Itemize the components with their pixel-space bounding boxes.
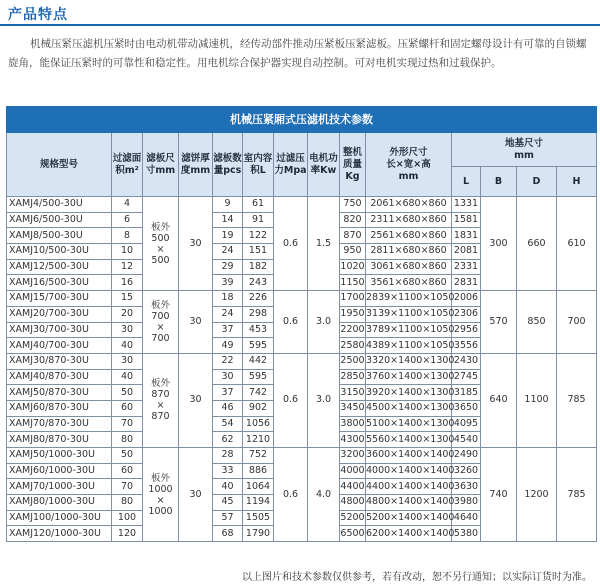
header-plate-count-text: 滤板数量pcs	[213, 152, 242, 176]
cell-area: 120	[112, 526, 143, 542]
cell-dimensions: 2311×680×860	[366, 212, 452, 228]
footnote: 以上图片和技术参数仅供参考，若有改动，恕不另行通知；以实际订货时为准。	[242, 572, 592, 583]
header-weight	[340, 133, 366, 197]
cell-area: 50	[112, 385, 143, 401]
header-filter-pressure	[274, 133, 308, 197]
cell-filter-pressure: 0.6	[274, 291, 308, 354]
cell-area: 30	[112, 353, 143, 369]
header-cake-thickness-text: 滤饼厚度mm	[180, 152, 211, 176]
header-bar	[0, 0, 600, 26]
cell-chamber-volume: 151	[243, 244, 274, 260]
cell-area: 100	[112, 510, 143, 526]
cell-weight: 950	[340, 244, 366, 260]
header-plate-count	[213, 133, 243, 197]
header-model: 规格型号	[7, 133, 112, 197]
cell-weight: 3150	[340, 385, 366, 401]
header-filter-pressure-text: 过滤压力Mpa	[274, 152, 307, 176]
header-dimensions-title: 外形尺寸	[389, 146, 428, 158]
cell-plate-count: 45	[213, 495, 243, 511]
cell-chamber-volume: 1790	[243, 526, 274, 542]
cell-motor-power: 4.0	[308, 448, 340, 542]
cell-dimensions: 3789×1100×1050	[366, 322, 452, 338]
cell-chamber-volume: 595	[243, 338, 274, 354]
cell-chamber-volume: 182	[243, 259, 274, 275]
cell-area: 20	[112, 306, 143, 322]
cell-chamber-volume: 298	[243, 306, 274, 322]
cell-model: XAMJ120/1000-30U	[7, 526, 112, 542]
header-motor-power-text: 电机功率Kw	[309, 152, 338, 176]
cell-weight: 2500	[340, 353, 366, 369]
cell-motor-power: 1.5	[308, 197, 340, 291]
cell-foundation-L: 2430	[452, 353, 481, 369]
spec-table	[6, 106, 597, 542]
cell-chamber-volume: 61	[243, 197, 274, 213]
cell-dimensions: 4389×1100×1050	[366, 338, 452, 354]
cell-chamber-volume: 902	[243, 400, 274, 416]
cell-weight: 4800	[340, 495, 366, 511]
cell-foundation-L: 3650	[452, 400, 481, 416]
cell-dimensions: 5560×1400×1300	[366, 432, 452, 448]
cell-chamber-volume: 752	[243, 448, 274, 464]
cell-plate-count: 37	[213, 385, 243, 401]
cell-foundation-L: 4095	[452, 416, 481, 432]
cell-plate-count: 14	[213, 212, 243, 228]
cell-model: XAMJ30/870-30U	[7, 353, 112, 369]
cell-weight: 3800	[340, 416, 366, 432]
plate-size-line: 500	[151, 254, 170, 266]
cell-area: 70	[112, 416, 143, 432]
cell-area: 40	[112, 369, 143, 385]
cell-foundation-D: 1200	[517, 448, 557, 542]
cell-plate-count: 22	[213, 353, 243, 369]
cell-area: 50	[112, 448, 143, 464]
plate-size-line: 1000	[148, 483, 173, 495]
cell-model: XAMJ100/1000-30U	[7, 510, 112, 526]
cell-plate-count: 54	[213, 416, 243, 432]
cell-filter-pressure: 0.6	[274, 448, 308, 542]
cell-area: 60	[112, 463, 143, 479]
plate-size-line: 870	[151, 411, 170, 423]
cell-foundation-L: 5380	[452, 526, 481, 542]
cell-dimensions: 6200×1400×1400	[366, 526, 452, 542]
cell-chamber-volume: 742	[243, 385, 274, 401]
cell-foundation-L: 1581	[452, 212, 481, 228]
plate-size-line: 板外	[150, 472, 170, 484]
cell-model: XAMJ70/870-30U	[7, 416, 112, 432]
header-foundation-H: H	[557, 167, 597, 197]
cell-model: XAMJ40/870-30U	[7, 369, 112, 385]
cell-model: XAMJ12/500-30U	[7, 259, 112, 275]
header-foundation-L: L	[452, 167, 481, 197]
cell-chamber-volume: 1064	[243, 479, 274, 495]
cell-weight: 1150	[340, 275, 366, 291]
cell-model: XAMJ10/500-30U	[7, 244, 112, 260]
cell-dimensions: 4800×1400×1400	[366, 495, 452, 511]
header-foundation-unit: mm	[514, 149, 534, 161]
header-chamber-volume	[243, 133, 274, 197]
cell-model: XAMJ50/870-30U	[7, 385, 112, 401]
cell-model: XAMJ70/1000-30U	[7, 479, 112, 495]
header-dimensions	[366, 133, 452, 197]
table-caption: 机械压紧厢式压滤机技术参数	[7, 107, 597, 133]
header-foundation-title: 地基尺寸	[505, 137, 544, 149]
cell-chamber-volume: 122	[243, 228, 274, 244]
section-title: 产品特点	[8, 7, 68, 23]
cell-foundation-H: 700	[557, 291, 597, 354]
cell-chamber-volume: 91	[243, 212, 274, 228]
plate-size-line: 500	[151, 232, 170, 244]
header-dimensions-unit: mm	[398, 170, 419, 182]
cell-dimensions: 4000×1400×1400	[366, 463, 452, 479]
header-cake-thickness	[179, 133, 213, 197]
cell-foundation-B: 740	[481, 448, 517, 542]
cell-dimensions: 3600×1400×1400	[366, 448, 452, 464]
cell-foundation-L: 3260	[452, 463, 481, 479]
cell-plate-count: 24	[213, 306, 243, 322]
cell-plate-count: 24	[213, 244, 243, 260]
cell-model: XAMJ8/500-30U	[7, 228, 112, 244]
cell-plate-count: 33	[213, 463, 243, 479]
cell-plate-count: 46	[213, 400, 243, 416]
cell-plate-count: 9	[213, 197, 243, 213]
cell-chamber-volume: 1505	[243, 510, 274, 526]
cell-cake-thickness: 30	[179, 291, 213, 354]
cell-foundation-L: 1831	[452, 228, 481, 244]
cell-weight: 2580	[340, 338, 366, 354]
cell-plate-count: 62	[213, 432, 243, 448]
cell-chamber-volume: 1210	[243, 432, 274, 448]
cell-dimensions: 3061×680×860	[366, 259, 452, 275]
header-weight-text: 整机质量Kg	[342, 146, 362, 182]
cell-foundation-L: 4540	[452, 432, 481, 448]
cell-cake-thickness: 30	[179, 197, 213, 291]
cell-foundation-L: 2006	[452, 291, 481, 307]
header-motor-power	[308, 133, 340, 197]
cell-area: 40	[112, 338, 143, 354]
cell-plate-count: 29	[213, 259, 243, 275]
plate-size-line: 板外	[150, 300, 170, 311]
cell-dimensions: 5200×1400×1400	[366, 510, 452, 526]
cell-foundation-D: 850	[517, 291, 557, 354]
cell-weight: 820	[340, 212, 366, 228]
cell-chamber-volume: 453	[243, 322, 274, 338]
cell-model: XAMJ4/500-30U	[7, 197, 112, 213]
cell-dimensions: 2061×680×860	[366, 197, 452, 213]
cell-model: XAMJ50/1000-30U	[7, 448, 112, 464]
cell-filter-pressure: 0.6	[274, 353, 308, 447]
cell-weight: 1700	[340, 291, 366, 307]
cell-weight: 1950	[340, 306, 366, 322]
cell-foundation-L: 2331	[452, 259, 481, 275]
cell-weight: 4400	[340, 479, 366, 495]
cell-chamber-volume: 243	[243, 275, 274, 291]
table-row	[7, 353, 597, 369]
cell-dimensions: 3320×1400×1300	[366, 353, 452, 369]
table-row	[7, 448, 597, 464]
header-divider	[0, 24, 600, 26]
plate-size-line: ×	[156, 494, 165, 506]
cell-chamber-volume: 1194	[243, 495, 274, 511]
cell-weight: 5200	[340, 510, 366, 526]
plate-size-line: 870	[151, 389, 170, 401]
plate-size-line: 板外	[150, 378, 170, 390]
cell-plate-count: 68	[213, 526, 243, 542]
cell-weight: 3200	[340, 448, 366, 464]
cell-foundation-L: 1331	[452, 197, 481, 213]
header-chamber-volume-text: 室内容积L	[243, 152, 273, 176]
cell-foundation-L: 2490	[452, 448, 481, 464]
header-plate-size	[143, 133, 179, 197]
cell-plate-count: 39	[213, 275, 243, 291]
plate-size-line: ×	[156, 322, 165, 333]
cell-dimensions: 4500×1400×1300	[366, 400, 452, 416]
cell-foundation-D: 1100	[517, 353, 557, 447]
cell-area: 4	[112, 197, 143, 213]
cell-dimensions: 2839×1100×1050	[366, 291, 452, 307]
cell-foundation-H: 785	[557, 448, 597, 542]
cell-model: XAMJ16/500-30U	[7, 275, 112, 291]
cell-cake-thickness: 30	[179, 448, 213, 542]
cell-plate-count: 57	[213, 510, 243, 526]
header-foundation-B: B	[481, 167, 517, 197]
cell-plate-count: 49	[213, 338, 243, 354]
cell-area: 80	[112, 432, 143, 448]
cell-foundation-L: 2956	[452, 322, 481, 338]
cell-area: 60	[112, 400, 143, 416]
intro-paragraph: 机械压紧压滤机压紧时由电动机带动减速机，经传动部件推动压紧板压紧滤板。压紧螺杆和固定螺母设计有可靠的自锁螺旋角，能保证压紧时的可靠性和稳定性。用电机综合保护器实现自动控制。可对电机实现过热和过载保护。	[8, 38, 587, 69]
cell-dimensions: 5100×1400×1300	[366, 416, 452, 432]
cell-plate-count: 30	[213, 369, 243, 385]
cell-chamber-volume: 442	[243, 353, 274, 369]
cell-plate-size	[143, 448, 179, 542]
cell-foundation-H: 610	[557, 197, 597, 291]
cell-model: XAMJ80/870-30U	[7, 432, 112, 448]
cell-plate-size	[143, 353, 179, 447]
cell-model: XAMJ60/870-30U	[7, 400, 112, 416]
cell-dimensions: 2811×680×860	[366, 244, 452, 260]
cell-weight: 3450	[340, 400, 366, 416]
cell-area: 70	[112, 479, 143, 495]
cell-dimensions: 3139×1100×1050	[366, 306, 452, 322]
cell-foundation-L: 3556	[452, 338, 481, 354]
cell-motor-power: 3.0	[308, 291, 340, 354]
cell-foundation-B: 570	[481, 291, 517, 354]
header-plate-size-text: 滤板尺寸mm	[145, 152, 176, 176]
cell-plate-size	[143, 291, 179, 354]
cell-cake-thickness: 30	[179, 353, 213, 447]
cell-foundation-L: 2831	[452, 275, 481, 291]
plate-size-line: 700	[151, 311, 170, 322]
cell-area: 16	[112, 275, 143, 291]
cell-area: 8	[112, 228, 143, 244]
cell-model: XAMJ40/700-30U	[7, 338, 112, 354]
cell-model: XAMJ6/500-30U	[7, 212, 112, 228]
cell-chamber-volume: 886	[243, 463, 274, 479]
cell-motor-power: 3.0	[308, 353, 340, 447]
cell-dimensions: 4400×1400×1400	[366, 479, 452, 495]
cell-weight: 4000	[340, 463, 366, 479]
cell-plate-count: 37	[213, 322, 243, 338]
cell-foundation-B: 300	[481, 197, 517, 291]
cell-foundation-L: 3185	[452, 385, 481, 401]
cell-weight: 750	[340, 197, 366, 213]
cell-foundation-L: 2081	[452, 244, 481, 260]
header-foundation	[452, 133, 597, 167]
header-foundation-D: D	[517, 167, 557, 197]
cell-area: 80	[112, 495, 143, 511]
cell-plate-size	[143, 197, 179, 291]
cell-plate-count: 19	[213, 228, 243, 244]
table-row	[7, 197, 597, 213]
cell-foundation-H: 785	[557, 353, 597, 447]
cell-weight: 6500	[340, 526, 366, 542]
cell-chamber-volume: 226	[243, 291, 274, 307]
cell-foundation-B: 640	[481, 353, 517, 447]
cell-foundation-L: 4640	[452, 510, 481, 526]
cell-plate-count: 40	[213, 479, 243, 495]
cell-model: XAMJ20/700-30U	[7, 306, 112, 322]
cell-weight: 870	[340, 228, 366, 244]
cell-foundation-L: 2745	[452, 369, 481, 385]
cell-filter-pressure: 0.6	[274, 197, 308, 291]
cell-weight: 1020	[340, 259, 366, 275]
cell-dimensions: 2561×680×860	[366, 228, 452, 244]
cell-foundation-L: 3980	[452, 495, 481, 511]
cell-plate-count: 18	[213, 291, 243, 307]
plate-size-line: 板外	[150, 221, 170, 233]
cell-model: XAMJ15/700-30U	[7, 291, 112, 307]
plate-size-line: ×	[156, 400, 165, 412]
header-dimensions-sub: 长×宽×高	[386, 158, 431, 170]
cell-weight: 4300	[340, 432, 366, 448]
cell-area: 10	[112, 244, 143, 260]
cell-dimensions: 3760×1400×1300	[366, 369, 452, 385]
cell-area: 15	[112, 291, 143, 307]
cell-area: 30	[112, 322, 143, 338]
cell-model: XAMJ60/1000-30U	[7, 463, 112, 479]
cell-foundation-L: 3630	[452, 479, 481, 495]
cell-chamber-volume: 1056	[243, 416, 274, 432]
plate-size-line: 1000	[148, 505, 173, 517]
spec-table-wrapper	[6, 106, 596, 542]
plate-size-line: ×	[156, 243, 165, 255]
cell-area: 12	[112, 259, 143, 275]
cell-plate-count: 28	[213, 448, 243, 464]
header-area-text: 过滤面积m²	[112, 152, 142, 176]
cell-model: XAMJ30/700-30U	[7, 322, 112, 338]
table-row	[7, 291, 597, 307]
cell-dimensions: 3561×680×860	[366, 275, 452, 291]
cell-foundation-L: 2306	[452, 306, 481, 322]
cell-weight: 2200	[340, 322, 366, 338]
header-area	[112, 133, 143, 197]
cell-chamber-volume: 595	[243, 369, 274, 385]
cell-model: XAMJ80/1000-30U	[7, 495, 112, 511]
cell-dimensions: 3920×1400×1300	[366, 385, 452, 401]
cell-weight: 2850	[340, 369, 366, 385]
cell-area: 6	[112, 212, 143, 228]
cell-foundation-D: 660	[517, 197, 557, 291]
plate-size-line: 700	[151, 333, 170, 344]
